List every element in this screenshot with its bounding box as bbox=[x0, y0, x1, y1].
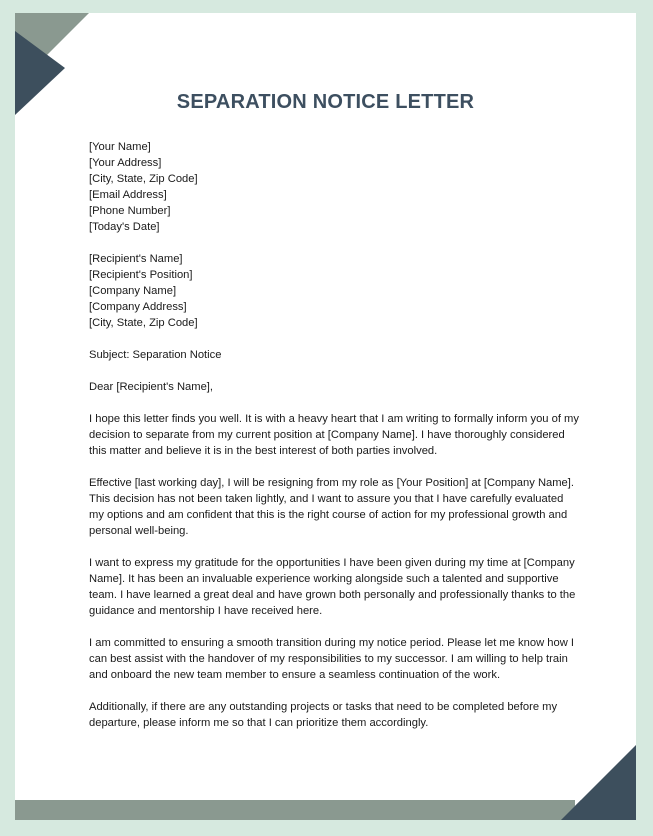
recipient-city-state-zip: [City, State, Zip Code] bbox=[89, 317, 198, 329]
paragraph-4: I am committed to ensuring a smooth transition during my notice period. Please let me know how I can best assist with the handover of my responsibilities to my successor. I am willing to help train and onboard the new team member to ensure a seamless continuation of the work. bbox=[89, 637, 575, 681]
paragraph-2: Effective [last working day], I will be resigning from my role as [Your Position] at [Company Name]. This decision has not been taken lightly, and I want to assure you that I have carefully evaluated my options and am confident that this is the right course of action for my professional growth and personal well-being. bbox=[89, 477, 574, 537]
paragraph-1: I hope this letter finds you well. It is with a heavy heart that I am writing to formally inform you of my decision to separate from my current position at [Company Name]. I have thoroughly considered this matter and believe it is in the best interest of both parties involved. bbox=[89, 413, 579, 457]
subject-line: Subject: Separation Notice bbox=[89, 349, 222, 361]
recipient-company-address: [Company Address] bbox=[89, 301, 187, 313]
recipient-position: [Recipient's Position] bbox=[89, 269, 193, 281]
letter-body bbox=[89, 139, 579, 747]
sender-email: [Email Address] bbox=[89, 189, 167, 201]
recipient-company: [Company Name] bbox=[89, 285, 177, 297]
sender-address: [Your Address] bbox=[89, 157, 162, 169]
sender-city-state-zip: [City, State, Zip Code] bbox=[89, 173, 198, 185]
sender-name: [Your Name] bbox=[89, 141, 151, 153]
recipient-name: [Recipient's Name] bbox=[89, 253, 183, 265]
letter-title: SEPARATION NOTICE LETTER bbox=[176, 91, 475, 113]
paragraph-5: Additionally, if there are any outstanding projects or tasks that need to be completed before my departure, please inform me so that I can prioritize them accordingly. bbox=[89, 701, 558, 729]
salutation: Dear [Recipient's Name], bbox=[89, 381, 214, 393]
sender-phone: [Phone Number] bbox=[89, 205, 171, 217]
paragraph-3: I want to express my gratitude for the opportunities I have been given during my time at [Company Name]. It has been an invaluable experience working alongside such a talented and supportive team. I have learned a great deal and have grown both personally and professionally thanks to the guidance and mentorship I have received here. bbox=[89, 557, 576, 617]
letter-page bbox=[15, 13, 636, 820]
sender-date: [Today's Date] bbox=[89, 221, 160, 233]
recipient-block bbox=[89, 251, 579, 331]
sender-block bbox=[89, 139, 579, 235]
bottom-bar bbox=[15, 800, 636, 820]
